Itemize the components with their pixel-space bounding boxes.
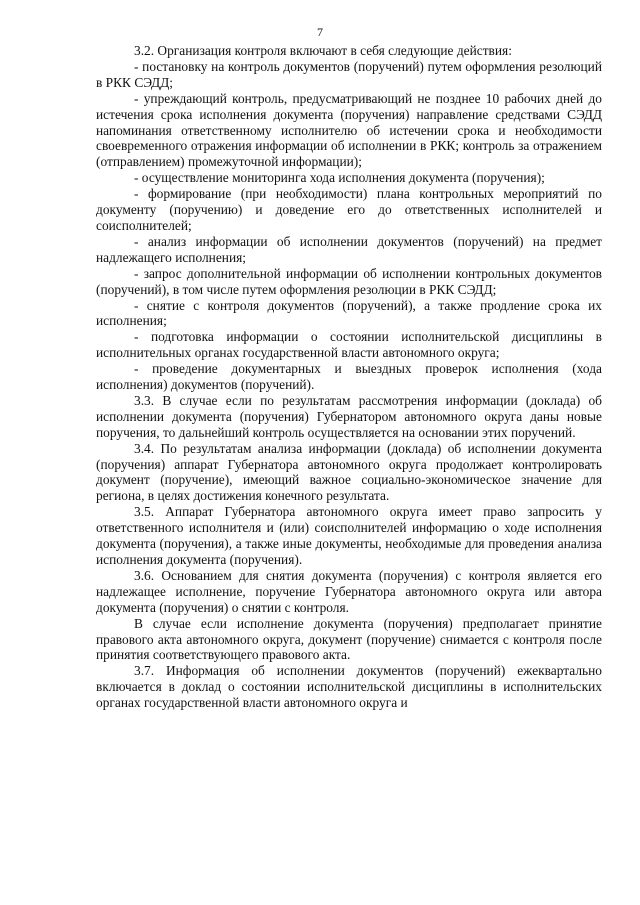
list-item-control-plan: - формирование (при необходимости) плана контрольных мероприятий по документу (поручению) и доведение его до ответственных исполнителей и соисполнителей; [96,186,602,233]
list-item-discipline-report: - подготовка информации о состоянии исполнительской дисциплины в исполнительных органах государственной власти автономного округа; [96,329,602,361]
list-item-removal-from-control: - снятие с контроля документов (поручений), а также продление срока их исполнения; [96,297,602,329]
list-item-preemptive-control: - упреждающий контроль, предусматривающий не позднее 10 рабочих дней до истечения срока исполнения документа (поручения) направление средствами СЭДД напоминания ответственному исполнителю об истечении срока и необходимости своевременного отражения информации об исполнении в РКК; контроль за отражением (отправлением) промежуточной информации); [96,90,602,170]
paragraph-3-5: 3.5. Аппарат Губернатора автономного округа имеет право запросить у ответственного исполнителя и (или) соисполнителей информацию о ходе исполнения документа (поручения), а также иные документы, необходимые для проведения анализа исполнения документа (поручения). [96,504,602,567]
list-item-additional-request: - запрос дополнительной информации об исполнении контрольных документов (поручений), в том числе путем оформления резолюции в РКК СЭДД; [96,265,602,297]
paragraph-3-2: 3.2. Организация контроля включают в себя следующие действия: [134,43,512,58]
list-item-analysis: - анализ информации об исполнении документов (поручений) на предмет надлежащего исполнения; [96,233,602,265]
document-body [96,43,602,711]
paragraph-3-7: 3.7. Информация об исполнении документов (поручений) ежеквартально включается в доклад о состоянии исполнительской дисциплины в исполнительских органах государственной власти автономного округа и [96,663,602,711]
paragraph-3-4: 3.4. По результатам анализа информации (доклада) об исполнении документа (поручения) аппарат Губернатора автономного округа продолжает контролировать документ (поручение), имеющий важное социально-экономическое значение для региона, в целях достижения конечного результата. [96,440,602,504]
paragraph-3-3: 3.3. В случае если по результатам рассмотрения информации (доклада) об исполнении документа (поручения) Губернатором автономного округа даны новые поручения, то дальнейший контроль осуществляется на основании этих поручений. [96,392,602,440]
paragraph-legal-act: В случае если исполнение документа (поручения) предполагает принятие правового акта автономного округа, документ (поручение) снимается с контроля после принятия соответствующего правового акта. [96,615,602,663]
page-number: 7 [317,25,323,39]
list-item-inspections: - проведение документарных и выездных проверок исполнения (хода исполнения) документов (поручений). [96,361,602,393]
list-item-monitoring: - осуществление мониторинга хода исполнения документа (поручения); [134,170,545,186]
list-item-registration: - постановку на контроль документов (поручений) путем оформления резолюций в РКК СЭДД; [96,58,602,90]
paragraph-3-6: 3.6. Основанием для снятия документа (поручения) с контроля является его надлежащее исполнение, поручение Губернатора автономного округа или автора документа (поручения) о снятии с контроля. [96,567,602,615]
